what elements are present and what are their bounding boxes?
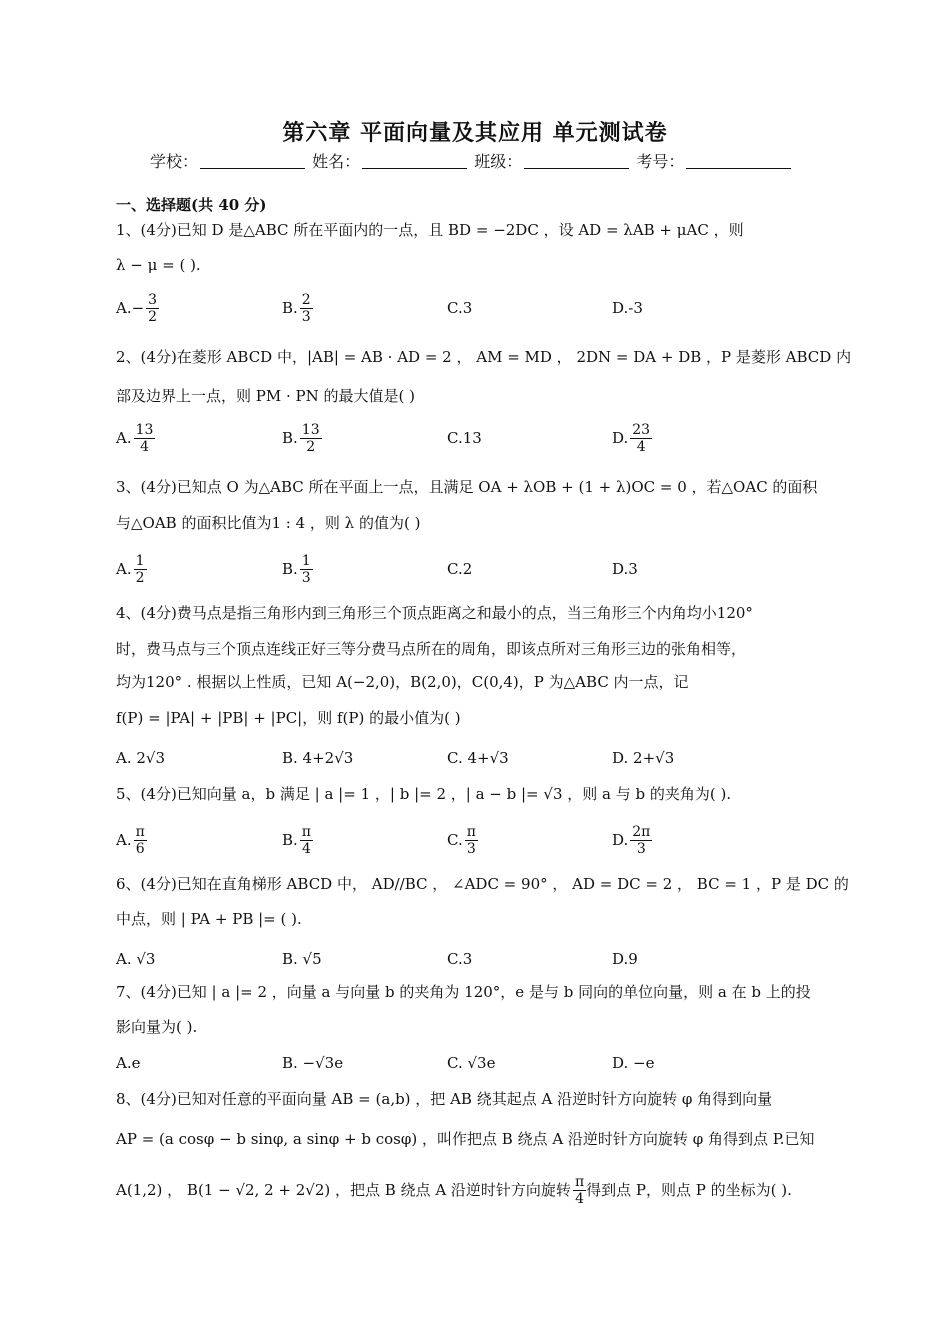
fraction: $\frac{\pi}{3}$ (466, 823, 476, 857)
q6-option-d[interactable]: D.9 (612, 950, 638, 968)
school-blank[interactable] (200, 154, 305, 169)
q4-line4: f(P) = |PA| + |PB| + |PC|，则 f(P) 的最小值为( ) (116, 709, 461, 727)
q3-option-b[interactable]: B. $\frac{1}{3}$ (282, 552, 311, 586)
school-label: 学校： (150, 152, 199, 171)
page-title: 第六章 平面向量及其应用 单元测试卷 (282, 120, 668, 146)
name-blank[interactable] (362, 154, 467, 169)
q6-option-b[interactable]: B. √5 (282, 950, 322, 968)
q5-option-b[interactable]: B. $\frac{\pi}{4}$ (282, 823, 311, 857)
q4-option-d[interactable]: D. 2+√3 (612, 749, 675, 767)
q6-options (116, 939, 836, 979)
fraction: $\frac{\pi}{6}$ (135, 823, 145, 857)
fraction: $\frac{1}{3}$ (301, 552, 311, 586)
q4-options (116, 738, 836, 778)
fraction: $\frac{1}{2}$ (135, 552, 145, 586)
q7-option-a[interactable]: A.e (116, 1054, 141, 1072)
q1-option-d[interactable]: D.-3 (612, 299, 643, 317)
q1-line1: 1、(4分)已知 D 是△ABC 所在平面内的一点，且 BD = −2DC ，设 AD = λAB + μAC ，则 (116, 221, 744, 239)
q5-line1: 5、(4分)已知向量 a，b 满足 | a |= 1 ，| b |= 2 ，| a − b |= √3 ，则 a 与 b 的夹角为( ). (116, 785, 732, 803)
q7-line2: 影向量为( ). (116, 1018, 198, 1036)
fraction: $\frac{\pi}{4}$ (574, 1173, 585, 1207)
q4-line1: 4、(4分)费马点是指三角形内到三角形三个顶点距离之和最小的点，当三角形三个内角均小120° (116, 604, 753, 622)
q3-line2: 与△OAB 的面积比值为1 : 4 ，则 λ 的值为( ) (116, 514, 421, 532)
q2-options (116, 418, 836, 458)
q1-option-a[interactable]: A.− $\frac{3}{2}$ (116, 291, 158, 325)
q3-option-a[interactable]: A. $\frac{1}{2}$ (116, 552, 145, 586)
q1-options (116, 288, 836, 328)
q5-option-a[interactable]: A. $\frac{\pi}{6}$ (116, 823, 145, 857)
q4-option-a[interactable]: A. 2√3 (116, 749, 166, 767)
q7-line1: 7、(4分)已知 | a |= 2 ，向量 a 与向量 b 的夹角为 120°，e 是与 b 同向的单位向量，则 a 在 b 上的投 (116, 983, 811, 1001)
q5-option-c[interactable]: C. $\frac{\pi}{3}$ (447, 823, 476, 857)
q6-option-c[interactable]: C.3 (447, 950, 473, 968)
fraction: $\frac{2}{3}$ (301, 291, 311, 325)
q5-options (116, 820, 836, 860)
class-blank[interactable] (524, 154, 629, 169)
q3-line1: 3、(4分)已知点 O 为△ABC 所在平面上一点，且满足 OA + λOB + (1 + λ)OC = 0 ，若△OAC 的面积 (116, 478, 818, 496)
q7-option-c[interactable]: C. √3e (447, 1054, 496, 1072)
q7-option-d[interactable]: D. −e (612, 1054, 655, 1072)
q4-option-c[interactable]: C. 4+√3 (447, 749, 509, 767)
q2-option-d[interactable]: D. $\frac{23}{4}$ (612, 421, 651, 455)
q2-option-b[interactable]: B. $\frac{13}{2}$ (282, 421, 320, 455)
q8-line2: AP = (a cosφ − b sinφ, a sinφ + b cosφ) ，叫作把点 B 绕点 A 沿逆时针方向旋转 φ 角得到点 P.已知 (116, 1130, 815, 1148)
q5-option-d[interactable]: D. $\frac{2\pi}{3}$ (612, 823, 651, 857)
exam-no-blank[interactable] (686, 154, 791, 169)
q8-line3: A(1,2) ， B(1 − √2, 2 + 2√2) ，把点 B 绕点 A 沿逆时针方向旋转 $\frac{\pi}{4}$ 得到点 P，则点 P 的坐标为( ). (116, 1173, 792, 1207)
q4-line3: 均为120° . 根据以上性质，已知 A(−2,0)，B(2,0)，C(0,4)，P 为△ABC 内一点，记 (116, 673, 689, 691)
fraction: $\frac{\pi}{4}$ (301, 823, 311, 857)
q2-line1: 2、(4分)在菱形 ABCD 中，|AB| = AB · AD = 2 ， AM = MD ， 2DN = DA + DB ，P 是菱形 ABCD 内 (116, 348, 852, 366)
q7-options (116, 1043, 836, 1083)
q7-option-b[interactable]: B. −√3e (282, 1054, 344, 1072)
q1-line2: λ − μ = ( ). (116, 256, 201, 274)
section-title: 一、选择题(共 40 分) (116, 196, 267, 214)
q3-option-d[interactable]: D.3 (612, 560, 638, 578)
fraction: $\frac{2\pi}{3}$ (632, 823, 651, 857)
q2-line2: 部及边界上一点，则 PM · PN 的最大值是( ) (116, 387, 415, 405)
q3-option-c[interactable]: C.2 (447, 560, 473, 578)
q4-option-b[interactable]: B. 4+2√3 (282, 749, 354, 767)
exam-no-label: 考号： (636, 152, 685, 171)
q3-options (116, 549, 836, 589)
q1-option-b[interactable]: B. $\frac{2}{3}$ (282, 291, 311, 325)
q4-line2: 时，费马点与三个顶点连线正好三等分费马点所在的周角，即该点所对三角形三边的张角相等， (116, 640, 747, 658)
fraction: $\frac{13}{2}$ (301, 421, 320, 455)
q8-line1: 8、(4分)已知对任意的平面向量 AB = (a,b) ，把 AB 绕其起点 A 沿逆时针方向旋转 φ 角得到向量 (116, 1090, 773, 1108)
fraction: $\frac{3}{2}$ (148, 291, 158, 325)
q6-option-a[interactable]: A. √3 (116, 950, 156, 968)
fraction: $\frac{13}{4}$ (135, 421, 154, 455)
q2-option-a[interactable]: A. $\frac{13}{4}$ (116, 421, 154, 455)
fraction: $\frac{23}{4}$ (632, 421, 651, 455)
student-info-row (150, 149, 793, 172)
q6-line1: 6、(4分)已知在直角梯形 ABCD 中， AD//BC ， ∠ADC = 90° ， AD = DC = 2 ， BC = 1 ，P 是 DC 的 (116, 875, 849, 893)
name-label: 姓名： (312, 152, 361, 171)
q2-option-c[interactable]: C.13 (447, 429, 482, 447)
q1-option-c[interactable]: C.3 (447, 299, 473, 317)
class-label: 班级： (474, 152, 523, 171)
q6-line2: 中点，则 | PA + PB |= ( ). (116, 910, 302, 928)
